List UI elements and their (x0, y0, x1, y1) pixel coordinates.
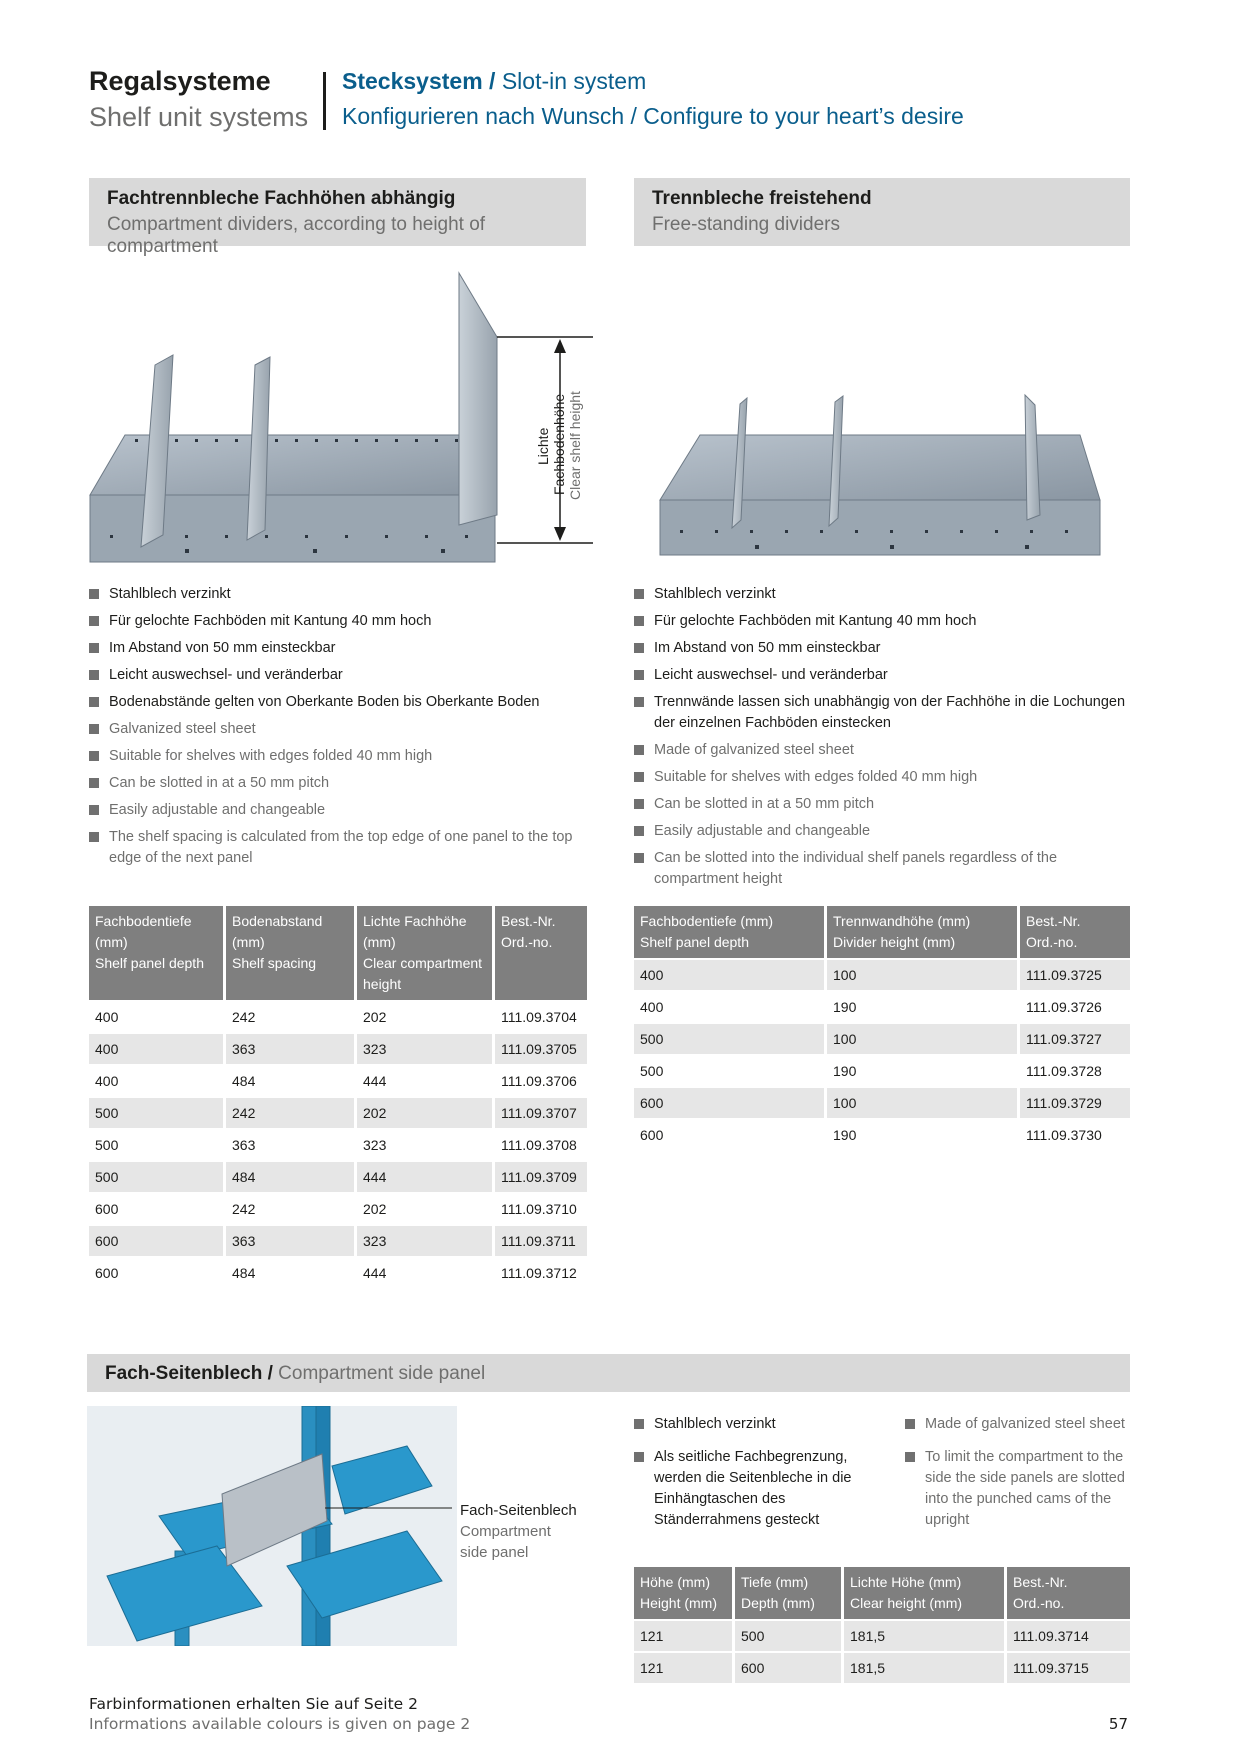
dim-label-2: Fachbodenhöhe (551, 393, 567, 495)
table-row: 400 190 111.09.3726 (634, 990, 1130, 1022)
left-feature-list (89, 584, 589, 875)
table-row: 121 500 181,5 111.09.3714 (634, 1619, 1130, 1651)
side-panel-label (460, 1500, 577, 1563)
section-title-en: Compartment dividers, according to height of compartment (107, 214, 486, 257)
list-item: Leicht auswechsel- und veränderbar (634, 665, 1134, 686)
right-feature-list (634, 584, 1134, 896)
label-en-1: Compartment (460, 1523, 551, 1540)
table-header: Trennwandhöhe (mm) Divider height (mm) (827, 906, 1017, 958)
table-header: Lichte Höhe (mm) Clear height (mm) (844, 1567, 1004, 1619)
label-de: Fach-Seitenblech (460, 1502, 577, 1519)
footer-note (89, 1694, 470, 1734)
table-row: 500 242 202 111.09.3707 (89, 1096, 587, 1128)
dim-label-3: Clear shelf height (567, 391, 583, 500)
table-row: 400 363 323 111.09.3705 (89, 1032, 587, 1064)
freestanding-dividers-image (655, 390, 1125, 565)
section-header-side-panel (87, 1354, 1130, 1392)
list-item: Can be slotted in at a 50 mm pitch (634, 794, 1134, 815)
table-header: Bodenabstand (mm) Shelf spacing (226, 906, 354, 1000)
table-row: 500 100 111.09.3727 (634, 1022, 1130, 1054)
heading-divider (323, 72, 326, 130)
compartment-dividers-image (85, 265, 605, 565)
system-sep: / (482, 68, 502, 94)
list-item: Easily adjustable and changeable (634, 821, 1134, 842)
system-en: Slot-in system (501, 68, 647, 94)
page-number: 57 (1108, 1715, 1128, 1733)
section-header-dividers (89, 178, 586, 257)
side-panel-list-en (905, 1414, 1133, 1537)
heading-de: Regalsysteme (89, 66, 271, 96)
list-item: Im Abstand von 50 mm einsteckbar (89, 638, 589, 659)
heading-en: Shelf unit systems (89, 102, 309, 132)
side-panel-image (87, 1406, 457, 1646)
table-row: 400 484 444 111.09.3706 (89, 1064, 587, 1096)
list-item: Für gelochte Fachböden mit Kantung 40 mm hoch (634, 611, 1134, 632)
table-row: 600 190 111.09.3730 (634, 1118, 1130, 1150)
list-item: Trennwände lassen sich unabhängig von der Fachhöhe in die Lochungen der einzelnen Fachböden einstecken (634, 692, 1134, 734)
section-header-freestanding (634, 178, 1130, 246)
footer-de: Farbinformationen erhalten Sie auf Seite 2 (89, 1695, 418, 1713)
table-header: Fachbodentiefe (mm) Shelf panel depth (634, 906, 824, 958)
table-row: 121 600 181,5 111.09.3715 (634, 1651, 1130, 1683)
table-header: Tiefe (mm) Depth (mm) (735, 1567, 841, 1619)
list-item: Stahlblech verzinkt (634, 584, 1134, 605)
list-item: Im Abstand von 50 mm einsteckbar (634, 638, 1134, 659)
dividers-table (86, 906, 590, 1288)
list-item: Stahlblech verzinkt (634, 1414, 869, 1435)
label-en-2: side panel (460, 1544, 529, 1561)
list-item: Stahlblech verzinkt (89, 584, 589, 605)
section-title-de: Fachtrennbleche Fachhöhen abhängig (107, 188, 456, 209)
list-item: To limit the compartment to the side the side panels are slotted into the punched cams of the upright (905, 1447, 1133, 1531)
list-item: Made of galvanized steel sheet (634, 740, 1134, 761)
system-de: Stecksystem (342, 68, 483, 94)
list-item: Suitable for shelves with edges folded 40 mm high (89, 746, 589, 767)
page-heading (89, 66, 308, 133)
list-item: Galvanized steel sheet (89, 719, 589, 740)
table-row: 400 100 111.09.3725 (634, 958, 1130, 990)
list-item: Bodenabstände gelten von Oberkante Boden bis Oberkante Boden (89, 692, 589, 713)
table-header: Best.-Nr. Ord.-no. (495, 906, 587, 1000)
table-row: 600 363 323 111.09.3711 (89, 1224, 587, 1256)
page-subheading (342, 68, 964, 130)
table-header: Best.-Nr. Ord.-no. (1020, 906, 1130, 958)
list-item: Für gelochte Fachböden mit Kantung 40 mm hoch (89, 611, 589, 632)
section-title-sep: / (262, 1363, 279, 1384)
section-title-de: Fach-Seitenblech (105, 1363, 263, 1384)
list-item: Easily adjustable and changeable (89, 800, 589, 821)
table-row: 400 242 202 111.09.3704 (89, 1000, 587, 1032)
list-item: Als seitliche Fachbegrenzung, werden die Seitenbleche in die Einhängtaschen des Ständerrahmens gesteckt (634, 1447, 869, 1531)
table-header: Lichte Fachhöhe (mm) Clear compartment height (357, 906, 492, 1000)
table-row: 500 363 323 111.09.3708 (89, 1128, 587, 1160)
list-item: The shelf spacing is calculated from the top edge of one panel to the top edge of the next panel (89, 827, 589, 869)
table-row: 500 190 111.09.3728 (634, 1054, 1130, 1086)
freestanding-table (631, 906, 1133, 1150)
table-row: 500 484 444 111.09.3709 (89, 1160, 587, 1192)
table-row: 600 484 444 111.09.3712 (89, 1256, 587, 1288)
table-header: Fachbodentiefe (mm) Shelf panel depth (89, 906, 223, 1000)
side-panel-table (631, 1567, 1133, 1683)
table-header: Höhe (mm) Height (mm) (634, 1567, 732, 1619)
table-header: Best.-Nr. Ord.-no. (1007, 1567, 1130, 1619)
table-row: 600 100 111.09.3729 (634, 1086, 1130, 1118)
list-item: Leicht auswechsel- und veränderbar (89, 665, 589, 686)
list-item: Made of galvanized steel sheet (905, 1414, 1133, 1435)
list-item: Can be slotted into the individual shelf panels regardless of the compartment height (634, 848, 1134, 890)
section-title-en: Free-standing dividers (652, 214, 840, 235)
dim-label-1: Lichte (535, 427, 551, 465)
subheading-text: Konfigurieren nach Wunsch / Configure to your heart’s desire (342, 103, 964, 129)
section-title-en: Compartment side panel (278, 1363, 486, 1384)
list-item: Can be slotted in at a 50 mm pitch (89, 773, 589, 794)
list-item: Suitable for shelves with edges folded 40 mm high (634, 767, 1134, 788)
side-panel-list-de (634, 1414, 869, 1537)
footer-en: Informations available colours is given on page 2 (89, 1715, 471, 1733)
section-title-de: Trennbleche freistehend (652, 188, 872, 209)
table-row: 600 242 202 111.09.3710 (89, 1192, 587, 1224)
